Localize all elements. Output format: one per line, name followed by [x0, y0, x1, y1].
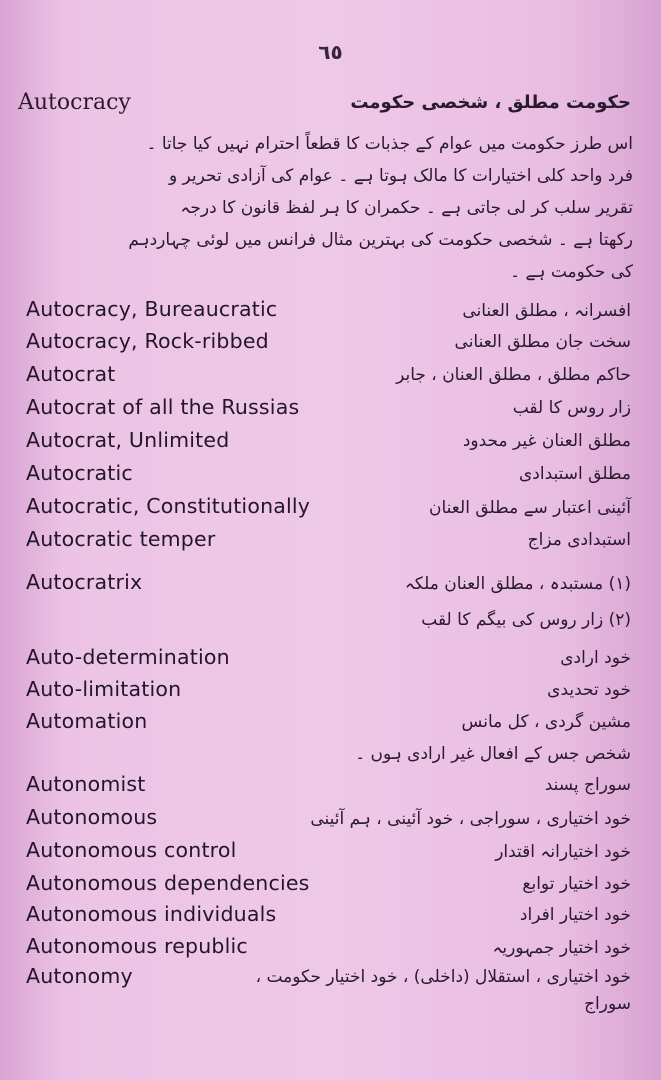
dictionary-entry: [0, 297, 661, 329]
dictionary-entry: [0, 645, 661, 677]
entry-term: Auto-limitation: [26, 677, 182, 701]
entry-term: Autocracy, Rock-ribbed: [26, 329, 269, 353]
entry-translation: خود اختیاری ، استقلال (داخلی) ، خود اختیار حکومت ،: [255, 967, 631, 987]
entry-term: Autocrat of all the Russias: [26, 395, 300, 419]
dictionary-entry: [0, 428, 661, 460]
dictionary-entry: [0, 934, 661, 966]
entry-translation-continued: شخص جس کے افعال غیر ارادی ہوں ۔: [355, 744, 631, 764]
entry-term: Autonomy: [26, 964, 133, 988]
entry-translation: سخت جان مطلق العنانی: [454, 332, 631, 352]
entry-translation: افسرانہ ، مطلق العنانی: [462, 301, 631, 321]
entry-translation: آئینی اعتبار سے مطلق العنان: [429, 498, 631, 518]
entry-translation: خود اختیار افراد: [519, 905, 631, 925]
dictionary-entry: [0, 964, 661, 996]
entry-term: Autocratic temper: [26, 527, 216, 551]
page-number: ٦٥: [318, 40, 343, 64]
entry-term: Autonomous republic: [26, 934, 248, 958]
entry-translation: زار روس کا لقب: [512, 398, 631, 418]
description-line: کی حکومت ہے ۔: [510, 262, 633, 282]
entry-term: Autonomist: [26, 772, 146, 796]
dictionary-entry: [0, 395, 661, 427]
entry-translation: سوراج پسند: [544, 775, 631, 795]
dictionary-entry: [0, 772, 661, 804]
dictionary-entry: [0, 461, 661, 493]
entry-term: Autocratic: [26, 461, 133, 485]
entry-term: Autocrat, Unlimited: [26, 428, 230, 452]
entry-translation-continued: سوراج: [584, 994, 631, 1014]
dictionary-entry: [0, 871, 661, 903]
entry-translation: خود اختیارانہ اقتدار: [495, 842, 631, 862]
headword-description: [33, 128, 633, 288]
entry-translation: خود اختیاری ، سوراجی ، خود آئینی ، ہم آئینی: [310, 809, 631, 829]
dictionary-entry: [0, 902, 661, 934]
entry-term: Autonomous: [26, 805, 158, 829]
headword-autocracy: Autocracy: [18, 90, 131, 115]
entry-term: Autonomous dependencies: [26, 871, 310, 895]
entry-term: Autocratic, Constitutionally: [26, 494, 311, 518]
entry-translation: استبدادی مزاج: [527, 530, 631, 550]
entry-translation: (۱) مستبدہ ، مطلق العنان ملکہ: [404, 574, 631, 594]
headword-translation: حکومت مطلق ، شخصی حکومت: [350, 92, 631, 113]
entry-term: Autonomous individuals: [26, 902, 277, 926]
entry-translation: خود اختیار توابع: [522, 874, 631, 894]
dictionary-entry: [0, 805, 661, 837]
dictionary-entry: [0, 838, 661, 870]
entry-term: Autocratrix: [26, 570, 143, 594]
dictionary-entry: [0, 329, 661, 361]
description-line: تقریر سلب کر لی جاتی ہے ۔ حکمران کا ہر لفظ قانون کا درجہ: [180, 198, 633, 218]
description-line: فرد واحد کلی اختیارات کا مالک ہوتا ہے ۔ عوام کی آزادی تحریر و: [168, 166, 633, 186]
entry-translation: حاکم مطلق ، مطلق العنان ، جابر: [396, 365, 631, 385]
dictionary-entry: [0, 570, 661, 602]
dictionary-entry: [0, 527, 661, 559]
dictionary-entry: [0, 494, 661, 526]
entry-term: Autocrat: [26, 362, 116, 386]
entry-translation: خود تحدیدی: [547, 680, 631, 700]
entry-translation: خود اختیار جمہوریہ: [492, 938, 631, 958]
entry-term: Autonomous control: [26, 838, 237, 862]
entry-translation: مطلق استبدادی: [518, 464, 631, 484]
entry-translation: مشین گردی ، کل مانس: [461, 712, 631, 732]
description-line: رکھتا ہے ۔ شخصی حکومت کی بہترین مثال فرانس میں لوئی چہاردہم: [128, 230, 633, 250]
entry-translation-continued: (۲) زار روس کی بیگم کا لقب: [421, 610, 631, 630]
entry-translation: خود ارادی: [560, 648, 631, 668]
entry-translation: مطلق العنان غیر محدود: [462, 431, 631, 451]
entry-term: Automation: [26, 709, 148, 733]
dictionary-entry: [0, 709, 661, 741]
entry-term: Auto-determination: [26, 645, 230, 669]
dictionary-entry: [0, 362, 661, 394]
entry-term: Autocracy, Bureaucratic: [26, 297, 278, 321]
description-line: اس طرز حکومت میں عوام کے جذبات کا قطعاً احترام نہیں کیا جاتا ۔: [146, 134, 633, 154]
dictionary-entry: [0, 677, 661, 709]
